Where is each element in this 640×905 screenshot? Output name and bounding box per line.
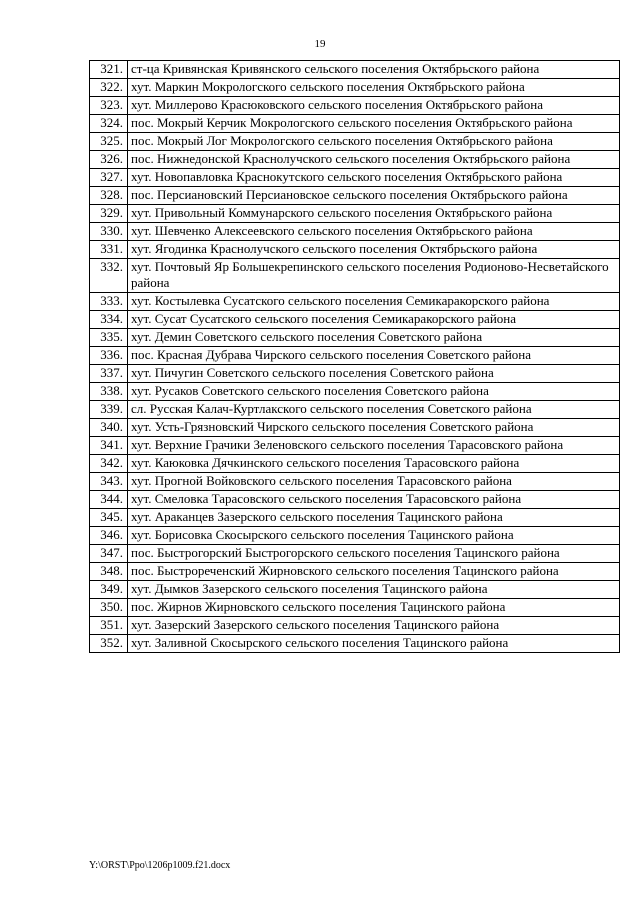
table-row	[90, 187, 620, 205]
row-number: 334.	[90, 311, 128, 329]
table-row	[90, 437, 620, 455]
row-number: 343.	[90, 473, 128, 491]
row-number: 340.	[90, 419, 128, 437]
table-row	[90, 491, 620, 509]
settlement-name: пос. Жирнов Жирновского сельского поселения Тацинского района	[128, 599, 620, 617]
row-number: 322.	[90, 79, 128, 97]
settlement-name: пос. Мокрый Лог Мокрологского сельского поселения Октябрьского района	[128, 133, 620, 151]
row-number: 336.	[90, 347, 128, 365]
table-row	[90, 599, 620, 617]
row-number: 342.	[90, 455, 128, 473]
settlement-name: пос. Нижнедонской Краснолучского сельского поселения Октябрьского района	[128, 151, 620, 169]
row-number: 326.	[90, 151, 128, 169]
settlement-name: хут. Костылевка Сусатского сельского поселения Семикаракорского района	[128, 293, 620, 311]
row-number: 328.	[90, 187, 128, 205]
settlements-table-body	[90, 61, 620, 653]
settlement-name: хут. Смеловка Тарасовского сельского поселения Тарасовского района	[128, 491, 620, 509]
row-number: 332.	[90, 259, 128, 293]
settlement-name: ст-ца Кривянская Кривянского сельского поселения Октябрьского района	[128, 61, 620, 79]
table-row	[90, 329, 620, 347]
row-number: 321.	[90, 61, 128, 79]
table-row	[90, 509, 620, 527]
table-row	[90, 635, 620, 653]
settlement-name: хут. Заливной Скосырского сельского поселения Тацинского района	[128, 635, 620, 653]
table-row	[90, 581, 620, 599]
settlement-name: хут. Борисовка Скосырского сельского поселения Тацинского района	[128, 527, 620, 545]
file-path-footer: Y:\ORST\Ppo\1206p1009.f21.docx	[89, 860, 231, 871]
table-row	[90, 617, 620, 635]
table-row	[90, 455, 620, 473]
row-number: 330.	[90, 223, 128, 241]
row-number: 325.	[90, 133, 128, 151]
row-number: 344.	[90, 491, 128, 509]
settlement-name: хут. Каюковка Дячкинского сельского поселения Тарасовского района	[128, 455, 620, 473]
settlement-name: пос. Мокрый Керчик Мокрологского сельского поселения Октябрьского района	[128, 115, 620, 133]
row-number: 350.	[90, 599, 128, 617]
table-row	[90, 241, 620, 259]
settlement-name: хут. Зазерский Зазерского сельского поселения Тацинского района	[128, 617, 620, 635]
row-number: 352.	[90, 635, 128, 653]
table-row	[90, 133, 620, 151]
row-number: 335.	[90, 329, 128, 347]
row-number: 351.	[90, 617, 128, 635]
table-row	[90, 401, 620, 419]
table-row	[90, 347, 620, 365]
row-number: 347.	[90, 545, 128, 563]
row-number: 339.	[90, 401, 128, 419]
table-row	[90, 473, 620, 491]
settlement-name: хут. Шевченко Алексеевского сельского поселения Октябрьского района	[128, 223, 620, 241]
table-row	[90, 259, 620, 293]
row-number: 349.	[90, 581, 128, 599]
table-row	[90, 311, 620, 329]
settlement-name: пос. Персиановский Персиановское сельского поселения Октябрьского района	[128, 187, 620, 205]
row-number: 323.	[90, 97, 128, 115]
table-row	[90, 79, 620, 97]
settlement-name: хут. Русаков Советского сельского поселения Советского района	[128, 383, 620, 401]
settlement-name: хут. Сусат Сусатского сельского поселения Семикаракорского района	[128, 311, 620, 329]
table-row	[90, 115, 620, 133]
table-row	[90, 223, 620, 241]
table-row	[90, 527, 620, 545]
settlement-name: хут. Привольный Коммунарского сельского поселения Октябрьского района	[128, 205, 620, 223]
row-number: 324.	[90, 115, 128, 133]
table-row	[90, 169, 620, 187]
settlement-name: хут. Ягодинка Краснолучского сельского поселения Октябрьского района	[128, 241, 620, 259]
table-row	[90, 383, 620, 401]
row-number: 338.	[90, 383, 128, 401]
table-row	[90, 205, 620, 223]
row-number: 345.	[90, 509, 128, 527]
page-number: 19	[314, 38, 326, 50]
settlement-name: хут. Миллерово Красюковского сельского поселения Октябрьского района	[128, 97, 620, 115]
row-number: 329.	[90, 205, 128, 223]
row-number: 331.	[90, 241, 128, 259]
row-number: 341.	[90, 437, 128, 455]
settlement-name: хут. Почтовый Яр Большекрепинского сельского поселения Родионово-Несветайского района	[128, 259, 620, 293]
settlement-name: пос. Быстрогорский Быстрогорского сельского поселения Тацинского района	[128, 545, 620, 563]
settlement-name: хут. Дымков Зазерского сельского поселения Тацинского района	[128, 581, 620, 599]
row-number: 337.	[90, 365, 128, 383]
row-number: 346.	[90, 527, 128, 545]
row-number: 327.	[90, 169, 128, 187]
settlement-name: хут. Араканцев Зазерского сельского поселения Тацинского района	[128, 509, 620, 527]
settlement-name: хут. Новопавловка Краснокутского сельского поселения Октябрьского района	[128, 169, 620, 187]
table-row	[90, 545, 620, 563]
row-number: 348.	[90, 563, 128, 581]
table-row	[90, 97, 620, 115]
table-row	[90, 61, 620, 79]
table-row	[90, 563, 620, 581]
settlement-name: хут. Маркин Мокрологского сельского поселения Октябрьского района	[128, 79, 620, 97]
row-number: 333.	[90, 293, 128, 311]
table-row	[90, 293, 620, 311]
table-row	[90, 365, 620, 383]
settlement-name: хут. Пичугин Советского сельского поселения Советского района	[128, 365, 620, 383]
table-row	[90, 419, 620, 437]
settlement-name: хут. Усть-Грязновский Чирского сельского поселения Советского района	[128, 419, 620, 437]
settlement-name: хут. Прогной Войковского сельского поселения Тарасовского района	[128, 473, 620, 491]
settlements-table	[89, 60, 620, 653]
table-row	[90, 151, 620, 169]
settlement-name: хут. Демин Советского сельского поселения Советского района	[128, 329, 620, 347]
settlement-name: пос. Быстрореченский Жирновского сельского поселения Тацинского района	[128, 563, 620, 581]
settlement-name: пос. Красная Дубрава Чирского сельского поселения Советского района	[128, 347, 620, 365]
settlement-name: сл. Русская Калач-Куртлакского сельского поселения Советского района	[128, 401, 620, 419]
settlement-name: хут. Верхние Грачики Зеленовского сельского поселения Тарасовского района	[128, 437, 620, 455]
